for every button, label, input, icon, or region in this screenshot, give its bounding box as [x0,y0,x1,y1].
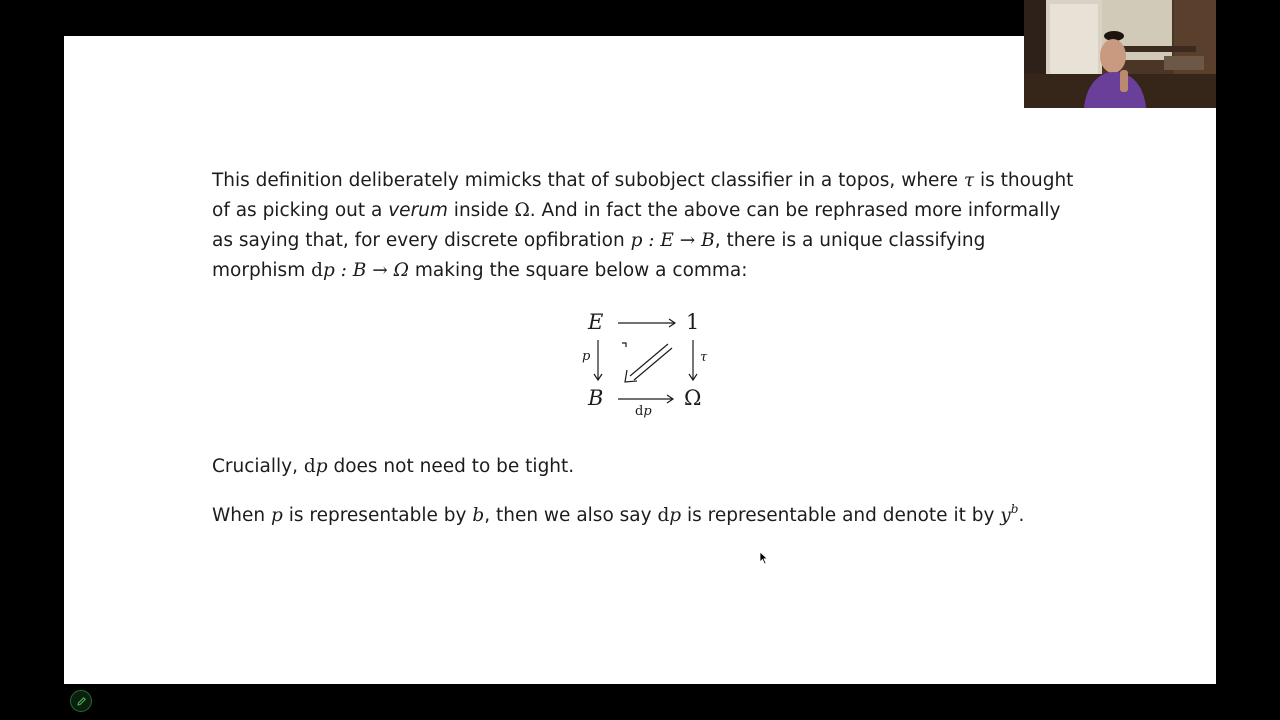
text-run: , then we also say [484,505,658,526]
presenter-video-image [1024,0,1216,108]
math-b: b [472,505,485,526]
pencil-icon[interactable] [70,690,92,712]
label-tau: τ [700,350,708,365]
text-run: does not need to be tight. [327,456,575,477]
math-d: d [303,456,316,477]
text-run: inside [447,200,515,221]
math-tau: τ [963,170,975,191]
double-arrow-line-b [634,348,672,380]
math-p: p [315,456,328,477]
math-d: d [311,260,323,281]
crucially-paragraph [212,452,1082,482]
math-p: p [322,260,335,281]
label-dp [635,404,652,419]
double-arrow-line-a [630,344,668,376]
math-classifier-signature: : B → Ω [334,260,409,281]
label-d: d [635,404,644,419]
comma-corner-mark [622,343,626,347]
text-run: . And in fact the above can be rephrased more informally as saying that, for every discrete opfibration [212,200,1061,251]
comma-square-diagram [576,304,726,426]
definition-paragraph [212,166,1082,286]
text-run: is thought of as picking out a [212,170,1074,221]
text-run: . [1018,505,1025,526]
math-opfibration-signature: p : E → B [630,230,715,251]
math-omega: Ω [514,200,530,221]
text-run: making the square below a comma: [409,260,748,281]
math-d: d [657,505,670,526]
object-B: B [588,386,604,410]
text-run: This definition deliberately mimicks that of subobject classifier in a topos, where [212,170,964,191]
verum-emphasis: verum [388,200,448,221]
representable-paragraph [212,501,1082,531]
text-run: When [212,505,272,526]
object-Omega: Ω [684,386,702,410]
math-p: p [271,505,283,526]
webcam-video-feed [1024,0,1216,108]
object-E: E [588,310,604,334]
text-run: is representable and denote it by [681,505,1001,526]
pencil-glyph [76,696,87,707]
math-p: p [669,505,682,526]
mouse-pointer-icon [759,550,769,569]
math-y: y [1000,505,1011,526]
slide-page [64,36,1216,684]
text-run: Crucially, [212,456,304,477]
math-superscript-b: b [1010,501,1019,516]
text-run: is representable by [282,505,473,526]
label-p: p [582,349,591,364]
text-run: , there is a unique classifying morphism [212,230,986,281]
object-1: 1 [686,310,700,334]
label-dp-p: p [643,404,652,419]
